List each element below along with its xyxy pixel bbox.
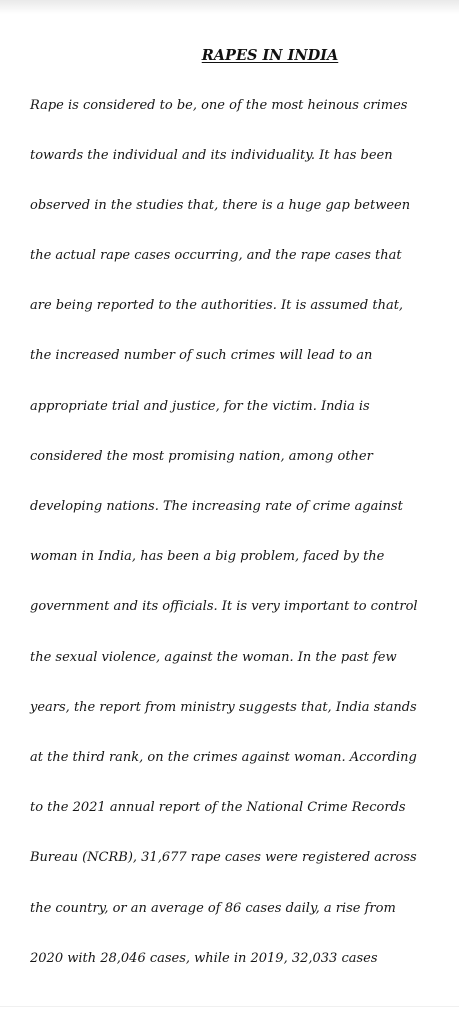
body-line: developing nations. The increasing rate of crime against	[30, 499, 403, 514]
body-line: are being reported to the authorities. It is assumed that,	[30, 298, 404, 313]
body-line: the country, or an average of 86 cases daily, a rise from	[30, 901, 396, 916]
body-line: to the 2021 annual report of the National Crime Records	[30, 800, 406, 815]
body-line: towards the individual and its individuality. It has been	[30, 148, 393, 163]
body-line: the sexual violence, against the woman. In the past few	[30, 650, 397, 665]
body-line: considered the most promising nation, among other	[30, 449, 373, 464]
body-line: Bureau (NCRB), 31,677 rape cases were registered across	[30, 850, 417, 865]
body-line: government and its officials. It is very important to control	[30, 599, 418, 614]
body-line: Rape is considered to be, one of the most heinous crimes	[30, 98, 408, 113]
body-line: observed in the studies that, there is a huge gap between	[30, 198, 411, 213]
body-line: at the third rank, on the crimes against woman. According	[30, 750, 417, 765]
body-line: the actual rape cases occurring, and the rape cases that	[30, 248, 402, 263]
body-line: 2020 with 28,046 cases, while in 2019, 32,033 cases	[30, 951, 378, 966]
top-edge-shadow	[0, 0, 459, 14]
document-title: RAPES IN INDIA	[201, 47, 339, 64]
body-line: appropriate trial and justice, for the victim. India is	[30, 399, 370, 414]
body-line: woman in India, has been a big problem, faced by the	[30, 549, 385, 564]
page-bottom-edge	[0, 1006, 459, 1024]
body-line: the increased number of such crimes will lead to an	[30, 348, 373, 363]
body-line: years, the report from ministry suggests that, India stands	[30, 700, 417, 715]
